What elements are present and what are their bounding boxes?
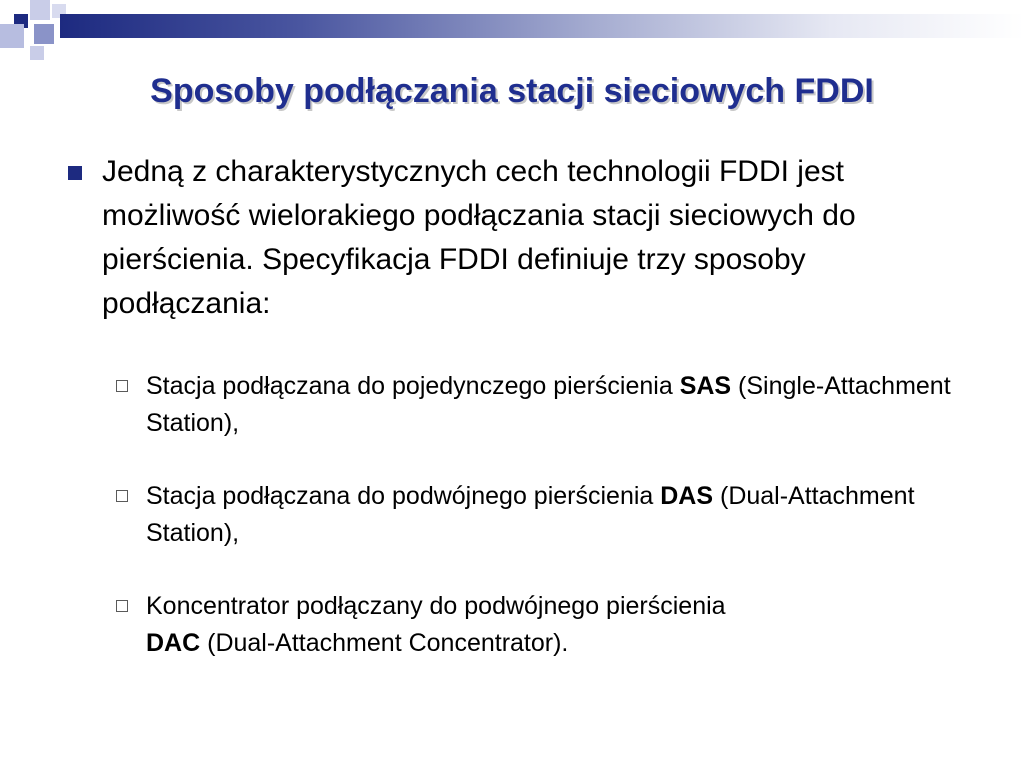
hollow-square-bullet-icon xyxy=(116,490,128,502)
header-decoration xyxy=(0,0,1024,64)
sub-bullet-acronym: DAC xyxy=(146,629,201,657)
hollow-square-bullet-icon xyxy=(116,380,128,392)
sub-bullet-text: Koncentrator podłączany do podwójnego pierścienia xyxy=(146,592,726,620)
deco-square-mid xyxy=(34,24,54,44)
sub-bullet-text: (Dual-Attachment Station), xyxy=(146,482,915,547)
sub-bullet-dac xyxy=(62,588,962,662)
sub-bullet-text: Stacja podłączana do pojedynczego pierścienia xyxy=(146,372,680,400)
main-bullet-point xyxy=(62,150,962,326)
deco-square-light xyxy=(30,0,50,20)
hollow-square-bullet-icon xyxy=(116,600,128,612)
sub-bullet-text: (Dual-Attachment Concentrator). xyxy=(200,629,569,657)
sub-bullet-das xyxy=(62,478,962,552)
sub-bullet-acronym: SAS xyxy=(679,372,732,400)
deco-square-light xyxy=(30,46,44,60)
sub-bullet-acronym: DAS xyxy=(660,482,714,510)
square-bullet-icon xyxy=(68,166,82,180)
header-gradient-band xyxy=(60,14,1024,38)
deco-square-light xyxy=(0,24,24,48)
main-bullet-text: Jedną z charakterystycznych cech technologii FDDI jest możliwość wielorakiego podłączania stacji sieciowych do pierścienia. Specyfikacja FDDI definiuje trzy sposoby podłączania: xyxy=(102,155,856,320)
slide-body xyxy=(62,150,962,662)
sub-bullet-text: (Single-Attachment Station), xyxy=(146,372,951,437)
sub-bullet-text: Stacja podłączana do podwójnego pierścienia xyxy=(146,482,661,510)
sub-bullet-sas xyxy=(62,368,962,442)
slide-title: Sposoby podłączania stacji sieciowych FDDI xyxy=(150,72,874,110)
